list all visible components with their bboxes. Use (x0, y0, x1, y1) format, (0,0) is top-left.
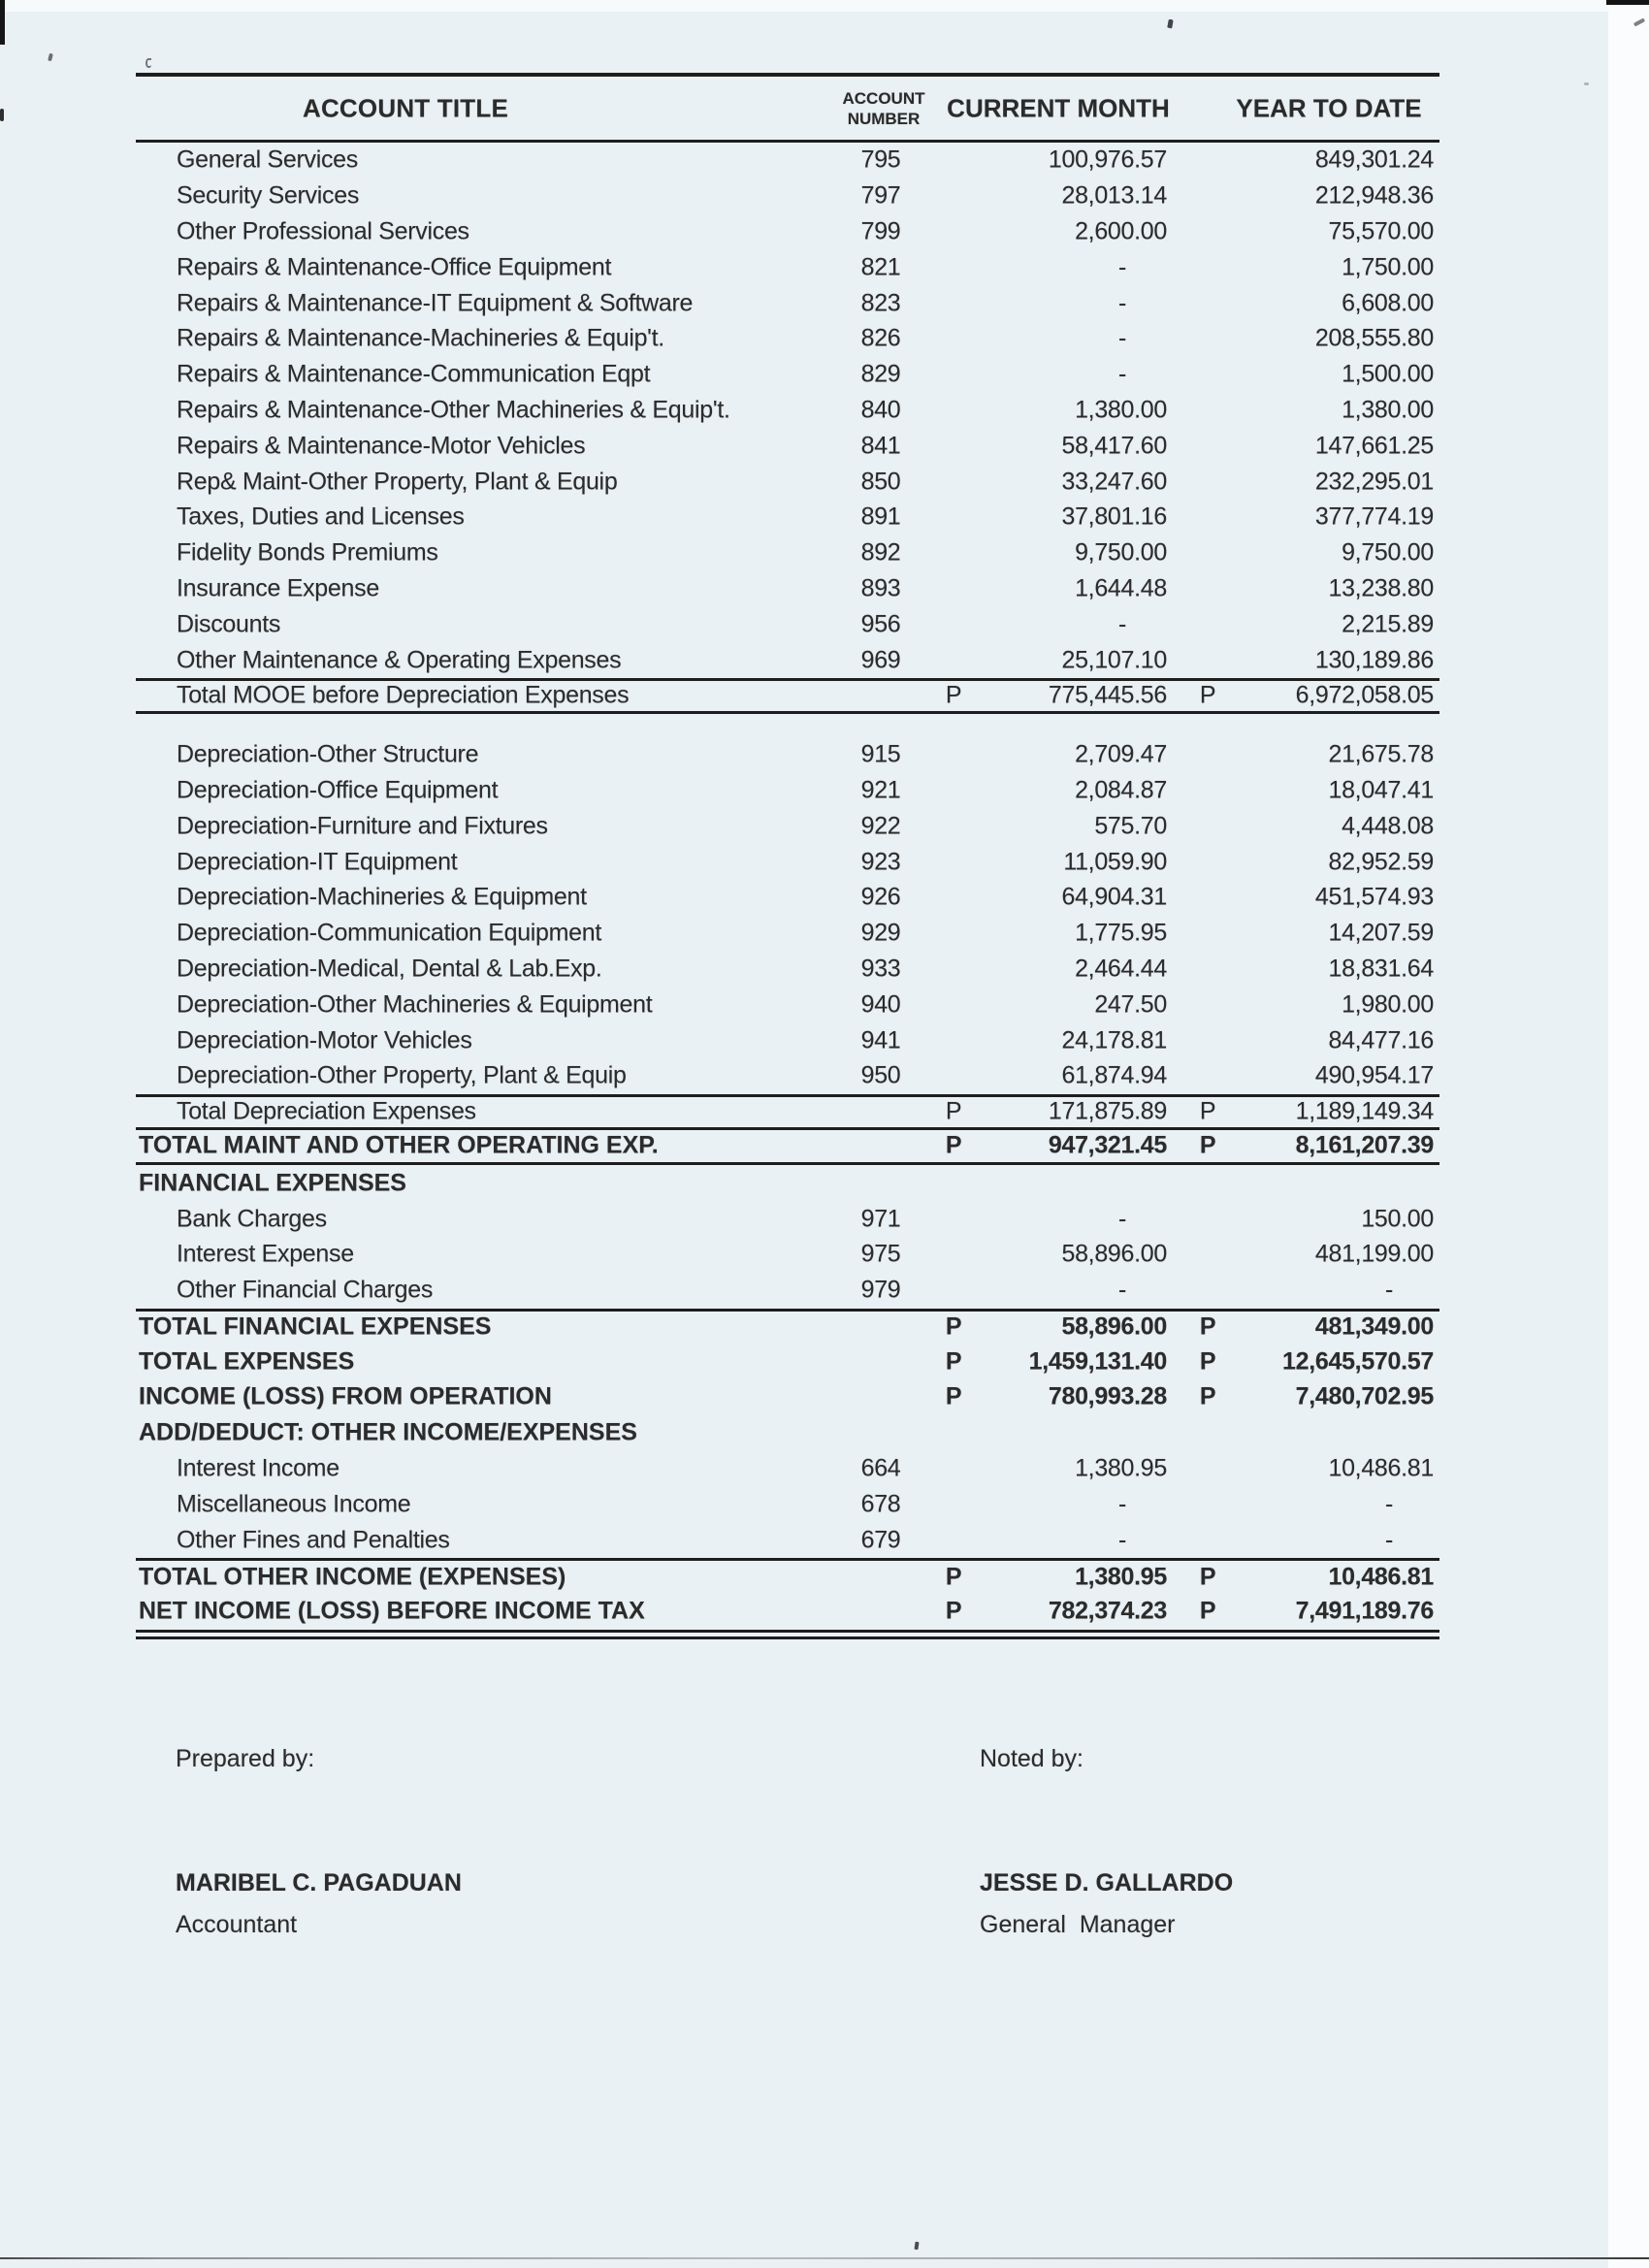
year-to-date-cell: 10,486.81 (1328, 1454, 1434, 1482)
account-title-cell: Other Financial Charges (177, 1276, 434, 1304)
account-title-cell: Repairs & Maintenance-Machineries & Equip't. (177, 324, 664, 352)
current-month-cell: 58,896.00 (1061, 1240, 1167, 1268)
table-spacer (136, 714, 1439, 737)
table-row (136, 1022, 1439, 1058)
table-row (136, 1273, 1439, 1309)
noted-by-label: Noted by: (980, 1745, 1084, 1772)
current-month-cell: - (1117, 1276, 1126, 1304)
year-to-date-cell: 84,477.16 (1328, 1026, 1434, 1054)
current-month-cell: 2,464.44 (1075, 955, 1167, 983)
table-row (136, 285, 1439, 321)
account-number-cell: 829 (860, 360, 901, 388)
account-number-cell: 841 (860, 432, 901, 460)
table-row-section (136, 1165, 1439, 1201)
current-month-cell: 780,993.28 (1048, 1382, 1167, 1410)
account-number-cell: 922 (860, 812, 901, 840)
current-month-cell: - (1117, 610, 1126, 638)
account-number-cell: 795 (860, 146, 901, 174)
scan-speck (48, 53, 53, 62)
year-to-date-cell: 13,238.80 (1328, 574, 1434, 602)
account-title-cell: Depreciation-IT Equipment (177, 848, 458, 876)
current-month-cell: 1,380.95 (1075, 1563, 1167, 1591)
account-number-cell: 678 (860, 1490, 901, 1518)
account-title-cell: TOTAL OTHER INCOME (EXPENSES) (139, 1563, 566, 1591)
scanner-bed-strip (1608, 0, 1649, 2268)
account-title-cell: Security Services (177, 181, 360, 210)
year-to-date-cell: 75,570.00 (1328, 217, 1434, 245)
year-to-date-cell: 1,189,149.34 (1295, 1097, 1434, 1125)
current-month-cell: 2,709.47 (1075, 740, 1167, 768)
account-title-cell: Discounts (177, 610, 281, 638)
current-month-cell: 2,600.00 (1075, 217, 1167, 245)
year-to-date-cell: 18,831.64 (1328, 955, 1434, 983)
year-to-date-cell: - (1384, 1526, 1393, 1554)
account-title-cell: INCOME (LOSS) FROM OPERATION (139, 1382, 552, 1410)
account-title-cell: Depreciation-Motor Vehicles (177, 1026, 472, 1054)
current-month-cell: 775,445.56 (1048, 681, 1167, 709)
table-row (136, 808, 1439, 844)
table-row (136, 1237, 1439, 1273)
table-row (136, 500, 1439, 535)
current-month-cell: - (1117, 1526, 1126, 1554)
account-title-cell: Total Depreciation Expenses (177, 1097, 476, 1125)
year-to-date-cell: 18,047.41 (1328, 776, 1434, 804)
peso-sign: P (945, 1382, 962, 1410)
year-to-date-cell: 1,380.00 (1342, 396, 1434, 424)
account-title-cell: Repairs & Maintenance-Other Machineries & Equip't. (177, 396, 730, 424)
account-title-cell: Taxes, Duties and Licenses (177, 502, 465, 531)
account-title-cell: NET INCOME (LOSS) BEFORE INCOME TAX (139, 1597, 645, 1625)
account-number-cell: 799 (860, 217, 901, 245)
account-number-cell: 956 (860, 610, 901, 638)
account-title-cell: Depreciation-Machineries & Equipment (177, 883, 587, 911)
scan-edge-nub (0, 109, 4, 121)
year-to-date-cell: 10,486.81 (1328, 1563, 1434, 1591)
account-title-cell: Depreciation-Office Equipment (177, 776, 499, 804)
account-title-cell: Depreciation-Medical, Dental & Lab.Exp. (177, 955, 602, 983)
year-to-date-cell: 6,972,058.05 (1295, 681, 1434, 709)
account-title-cell: Other Fines and Penalties (177, 1526, 450, 1554)
account-number-cell: 969 (860, 646, 901, 674)
table-row (136, 987, 1439, 1022)
account-title-cell: ADD/DEDUCT: OTHER INCOME/EXPENSES (139, 1418, 637, 1446)
table-row (136, 773, 1439, 809)
year-to-date-cell: 481,349.00 (1314, 1312, 1434, 1341)
peso-sign: P (945, 681, 962, 709)
peso-sign: P (945, 1597, 962, 1625)
noter-name: JESSE D. GALLARDO (980, 1869, 1234, 1896)
account-number-cell: 893 (860, 574, 901, 602)
year-to-date-cell: 2,215.89 (1342, 610, 1434, 638)
table-row-subtotal (136, 1094, 1439, 1130)
year-to-date-cell: 8,161,207.39 (1295, 1131, 1434, 1159)
account-number-cell: 950 (860, 1061, 901, 1089)
account-title-cell: FINANCIAL EXPENSES (139, 1169, 406, 1197)
current-month-cell: 24,178.81 (1061, 1026, 1167, 1054)
table-row (136, 1522, 1439, 1558)
scan-bottom-edge (0, 2257, 1649, 2259)
account-number-cell: 891 (860, 502, 901, 531)
current-month-cell: 33,247.60 (1061, 468, 1167, 496)
account-number-cell: 892 (860, 538, 901, 567)
peso-sign: P (1199, 1347, 1216, 1376)
account-number-cell: 923 (860, 848, 901, 876)
column-header-current-month: CURRENT MONTH (947, 93, 1170, 122)
year-to-date-cell: 7,491,189.76 (1295, 1597, 1434, 1625)
account-number-cell: 826 (860, 324, 901, 352)
table-row (136, 1486, 1439, 1522)
current-month-cell: 575.70 (1094, 812, 1167, 840)
account-title-cell: TOTAL MAINT AND OTHER OPERATING EXP. (139, 1131, 659, 1159)
account-title-cell: Total MOOE before Depreciation Expenses (177, 681, 630, 709)
account-title-cell: Depreciation-Other Structure (177, 740, 479, 768)
peso-sign: P (945, 1347, 962, 1376)
year-to-date-cell: 1,980.00 (1342, 990, 1434, 1019)
current-month-cell: - (1117, 1490, 1126, 1518)
current-month-cell: - (1117, 1205, 1126, 1232)
account-title-cell: Depreciation-Communication Equipment (177, 919, 602, 947)
table-row (136, 1058, 1439, 1094)
year-to-date-cell: 232,295.01 (1314, 468, 1434, 496)
year-to-date-cell: 377,774.19 (1314, 502, 1434, 531)
table-row (136, 393, 1439, 429)
account-number-cell: 929 (860, 919, 901, 947)
year-to-date-cell: 490,954.17 (1314, 1061, 1434, 1089)
income-statement-table (136, 73, 1439, 1639)
column-header-account-number (825, 88, 942, 129)
year-to-date-cell: 9,750.00 (1342, 538, 1434, 567)
preparer-name: MARIBEL C. PAGADUAN (176, 1869, 462, 1896)
scan-speck (1584, 82, 1589, 85)
account-number-cell: 821 (860, 253, 901, 281)
scan-corner-bar (1606, 0, 1649, 5)
account-title-cell: Insurance Expense (177, 574, 379, 602)
account-number-cell: 921 (860, 776, 901, 804)
account-number-cell: 971 (860, 1205, 901, 1232)
current-month-cell: 947,321.45 (1048, 1131, 1167, 1159)
year-to-date-cell: 21,675.78 (1328, 740, 1434, 768)
account-number-cell: 940 (860, 990, 901, 1019)
account-number-cell: 941 (860, 1026, 901, 1054)
table-row-grandtotal (136, 1344, 1439, 1379)
account-title-cell: Repairs & Maintenance-Communication Eqpt (177, 360, 651, 388)
table-row (136, 880, 1439, 916)
current-month-cell: 61,874.94 (1061, 1061, 1167, 1089)
current-month-cell: 28,013.14 (1061, 181, 1167, 210)
table-row (136, 214, 1439, 250)
column-header-year-to-date: YEAR TO DATE (1236, 93, 1422, 122)
table-row (136, 606, 1439, 642)
account-title-cell: TOTAL FINANCIAL EXPENSES (139, 1312, 492, 1341)
table-row (136, 1201, 1439, 1237)
table-row (136, 249, 1439, 285)
account-number-cell: 850 (860, 468, 901, 496)
account-number-cell: 975 (860, 1240, 901, 1268)
account-number-cell: 915 (860, 740, 901, 768)
account-number-cell: 840 (860, 396, 901, 424)
year-to-date-cell: 1,750.00 (1342, 253, 1434, 281)
current-month-cell: 1,380.00 (1075, 396, 1167, 424)
year-to-date-cell: 147,661.25 (1314, 432, 1434, 460)
prepared-by-label: Prepared by: (176, 1745, 315, 1772)
account-title-cell: Interest Income (177, 1454, 340, 1482)
year-to-date-cell: 1,500.00 (1342, 360, 1434, 388)
account-title-cell: Depreciation-Other Machineries & Equipment (177, 990, 653, 1019)
year-to-date-cell: 7,480,702.95 (1295, 1382, 1434, 1410)
table-rows (136, 143, 1439, 1639)
table-row (136, 1451, 1439, 1487)
year-to-date-cell: 849,301.24 (1314, 146, 1434, 174)
peso-sign: P (1199, 1382, 1216, 1410)
account-title-cell: Interest Expense (177, 1240, 354, 1268)
scan-top-white-band (0, 0, 1649, 12)
year-to-date-cell: 14,207.59 (1328, 919, 1434, 947)
account-title-cell: General Services (177, 146, 358, 174)
account-number-cell: 664 (860, 1454, 901, 1482)
year-to-date-cell: 130,189.86 (1314, 646, 1434, 674)
account-number-cell: 933 (860, 955, 901, 983)
table-row-grandtotal (136, 1130, 1439, 1166)
scan-speck (1167, 19, 1173, 29)
table-row (136, 321, 1439, 357)
peso-sign: P (1199, 1563, 1216, 1591)
table-row (136, 916, 1439, 952)
current-month-cell: 25,107.10 (1061, 646, 1167, 674)
table-row-grandtotal (136, 1558, 1439, 1594)
account-title-cell: Other Professional Services (177, 217, 469, 245)
table-header-row (136, 77, 1439, 143)
account-title-cell: Repairs & Maintenance-Office Equipment (177, 253, 612, 281)
peso-sign: P (1199, 1131, 1216, 1159)
peso-sign: P (1199, 681, 1216, 709)
peso-sign: P (1199, 1312, 1216, 1341)
table-row (136, 844, 1439, 880)
account-title-cell: Depreciation-Furniture and Fixtures (177, 812, 548, 840)
current-month-cell: 11,059.90 (1063, 848, 1167, 876)
current-month-cell: 1,459,131.40 (1028, 1347, 1167, 1376)
table-row (136, 737, 1439, 773)
current-month-cell: 782,374.23 (1048, 1597, 1167, 1625)
table-row (136, 535, 1439, 571)
table-closing-double-rule (136, 1630, 1439, 1639)
column-header-account-number-line1: ACCOUNT (842, 88, 925, 108)
account-number-cell: 926 (860, 883, 901, 911)
table-row (136, 571, 1439, 607)
table-row (136, 428, 1439, 464)
table-row-grandtotal (136, 1379, 1439, 1415)
current-month-cell: - (1117, 324, 1126, 352)
table-row (136, 952, 1439, 988)
preparer-job-title: Accountant (176, 1911, 298, 1938)
year-to-date-cell: 212,948.36 (1314, 181, 1434, 210)
table-row (136, 143, 1439, 178)
scan-speck (146, 58, 151, 68)
scan-speck (914, 2242, 919, 2250)
column-header-account-number-line2: NUMBER (847, 109, 921, 128)
year-to-date-cell: 150.00 (1361, 1205, 1434, 1232)
current-month-cell: - (1117, 360, 1126, 388)
peso-sign: P (1199, 1597, 1216, 1625)
peso-sign: P (945, 1097, 962, 1125)
current-month-cell: 37,801.16 (1061, 502, 1167, 531)
year-to-date-cell: 6,608.00 (1342, 289, 1434, 317)
account-number-cell: 797 (860, 181, 901, 210)
scan-edge-sliver (0, 0, 5, 45)
noter-job-title: General Manager (980, 1911, 1176, 1938)
year-to-date-cell: 12,645,570.57 (1282, 1347, 1434, 1376)
year-to-date-cell: 451,574.93 (1314, 883, 1434, 911)
account-title-cell: Fidelity Bonds Premiums (177, 538, 438, 567)
year-to-date-cell: - (1384, 1276, 1393, 1304)
table-row (136, 178, 1439, 214)
account-title-cell: Rep& Maint-Other Property, Plant & Equip (177, 468, 618, 496)
current-month-cell: - (1117, 253, 1126, 281)
table-row-grandtotal (136, 1594, 1439, 1630)
account-title-cell: Depreciation-Other Property, Plant & Equip (177, 1061, 627, 1089)
account-title-cell: TOTAL EXPENSES (139, 1347, 355, 1376)
year-to-date-cell: 481,199.00 (1314, 1240, 1434, 1268)
account-number-cell: 979 (860, 1276, 901, 1304)
column-header-account-title: ACCOUNT TITLE (302, 93, 509, 122)
current-month-cell: 1,644.48 (1075, 574, 1167, 602)
table-row (136, 357, 1439, 393)
account-title-cell: Miscellaneous Income (177, 1490, 411, 1518)
peso-sign: P (945, 1131, 962, 1159)
year-to-date-cell: - (1384, 1490, 1393, 1518)
account-number-cell: 679 (860, 1526, 901, 1554)
peso-sign: P (945, 1563, 962, 1591)
current-month-cell: 1,380.95 (1075, 1454, 1167, 1482)
year-to-date-cell: 4,448.08 (1342, 812, 1434, 840)
current-month-cell: 2,084.87 (1075, 776, 1167, 804)
current-month-cell: 171,875.89 (1048, 1097, 1167, 1125)
account-title-cell: Repairs & Maintenance-IT Equipment & Software (177, 289, 694, 317)
account-title-cell: Bank Charges (177, 1205, 327, 1232)
year-to-date-cell: 208,555.80 (1314, 324, 1434, 352)
current-month-cell: 247.50 (1094, 990, 1167, 1019)
current-month-cell: 1,775.95 (1075, 919, 1167, 947)
table-row-section (136, 1415, 1439, 1451)
table-row-grandtotal (136, 1309, 1439, 1345)
peso-sign: P (1199, 1097, 1216, 1125)
table-row (136, 642, 1439, 678)
year-to-date-cell: 82,952.59 (1328, 848, 1434, 876)
account-title-cell: Other Maintenance & Operating Expenses (177, 646, 622, 674)
current-month-cell: - (1117, 289, 1126, 317)
current-month-cell: 58,896.00 (1061, 1312, 1167, 1341)
current-month-cell: 9,750.00 (1075, 538, 1167, 567)
current-month-cell: 58,417.60 (1061, 432, 1167, 460)
table-row (136, 464, 1439, 500)
account-title-cell: Repairs & Maintenance-Motor Vehicles (177, 432, 586, 460)
peso-sign: P (945, 1312, 962, 1341)
account-number-cell: 823 (860, 289, 901, 317)
table-row-subtotal (136, 678, 1439, 714)
current-month-cell: 64,904.31 (1061, 883, 1167, 911)
current-month-cell: 100,976.57 (1048, 146, 1167, 174)
